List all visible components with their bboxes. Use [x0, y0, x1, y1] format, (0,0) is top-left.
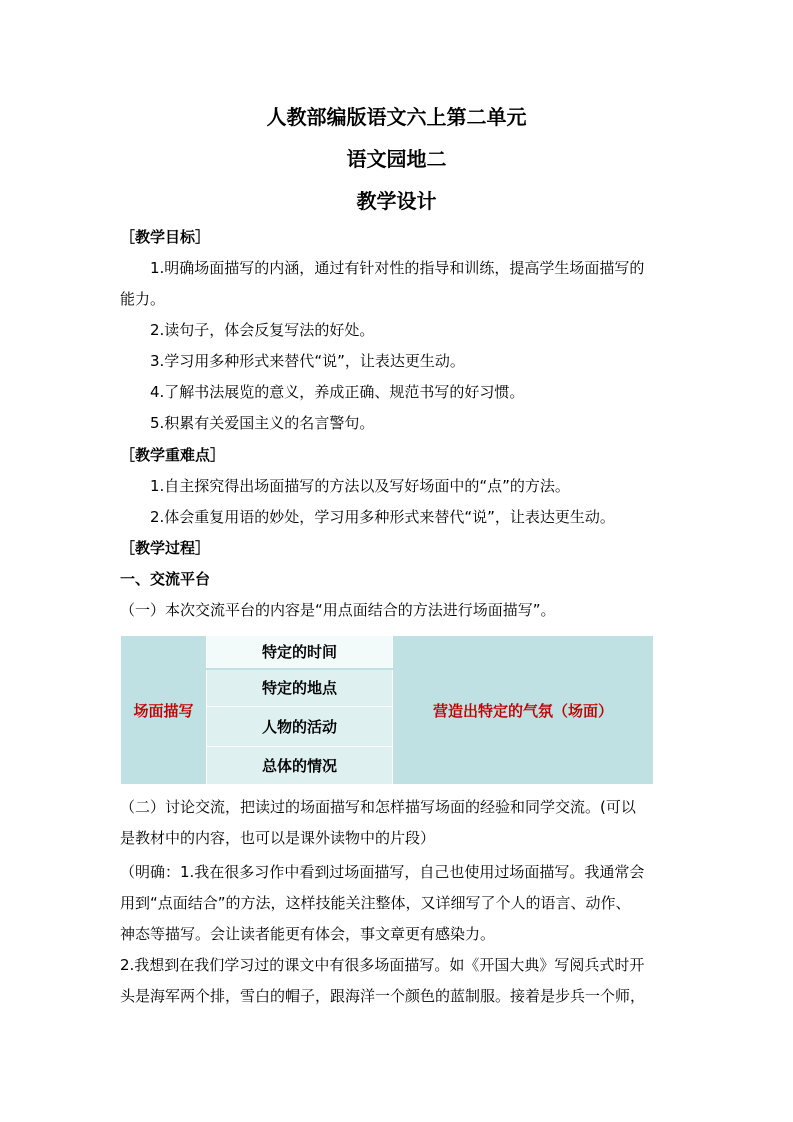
sub-section-2: （二）讨论交流，把读过的场面描写和怎样描写场面的经验和同学交流。(可以 [120, 798, 636, 816]
diagram-item-activity: 人物的活动 [207, 707, 393, 747]
goal-item-3: 3.学习用多种形式来替代“说”，让表达更生动。 [150, 352, 465, 370]
diagram-right-cell: 营造出特定的气氛（场面） [393, 636, 654, 785]
answer-1: （明确：1.我在很多习作中看到过场面描写，自己也使用过场面描写。我通常会 [120, 863, 645, 881]
goal-item-1: 1.明确场面描写的内涵，通过有针对性的指导和训练，提高学生场面描写的 [150, 259, 645, 277]
answer-2-line-2: 头是海军两个排，雪白的帽子，跟海洋一个颜色的蓝制服。接着是步兵一个师， [120, 987, 646, 1005]
scene-description-diagram [120, 635, 654, 785]
answer-1-line-3: 神态等描写。会让读者能更有体会，事文章更有感染力。 [120, 925, 496, 943]
key-points-header: ［教学重难点］ [120, 446, 226, 464]
goal-item-1-cont: 能力。 [120, 290, 166, 308]
answer-1-line-2: 用到“点面结合”的方法，这样技能关注整体，又详细写了个人的语言、动作、 [120, 894, 631, 912]
section-exchange-platform: 一、交流平台 [120, 570, 211, 588]
goal-item-2: 2.读句子，体会反复写法的好处。 [150, 321, 375, 339]
diagram-item-overall: 总体的情况 [207, 747, 393, 785]
sub-section-2-cont: 是教材中的内容，也可以是课外读物中的片段） [120, 829, 436, 847]
diagram-left-cell: 场面描写 [121, 636, 207, 785]
answer-2: 2.我想到在我们学习过的课文中有很多场面描写。如《开国大典》写阅兵式时开 [120, 956, 645, 974]
key-point-1: 1.自主探究得出场面描写的方法以及写好场面中的“点”的方法。 [150, 477, 570, 495]
design-title: 教学设计 [356, 189, 437, 213]
goal-item-5: 5.积累有关爱国主义的名言警句。 [150, 414, 375, 432]
goal-item-4: 4.了解书法展览的意义，养成正确、规范书写的好习惯。 [150, 383, 525, 401]
sub-section-1: （一）本次交流平台的内容是“用点面结合的方法进行场面描写”。 [120, 601, 556, 619]
diagram-item-place: 特定的地点 [207, 669, 393, 707]
lesson-title: 语文园地二 [346, 147, 447, 171]
process-header: ［教学过程］ [120, 539, 211, 557]
key-point-2: 2.体会重复用语的妙处，学习用多种形式来替代“说”，让表达更生动。 [150, 508, 615, 526]
goals-header: ［教学目标］ [120, 228, 211, 246]
document-title: 人教部编版语文六上第二单元 [266, 105, 527, 129]
diagram-item-time: 特定的时间 [207, 636, 393, 669]
